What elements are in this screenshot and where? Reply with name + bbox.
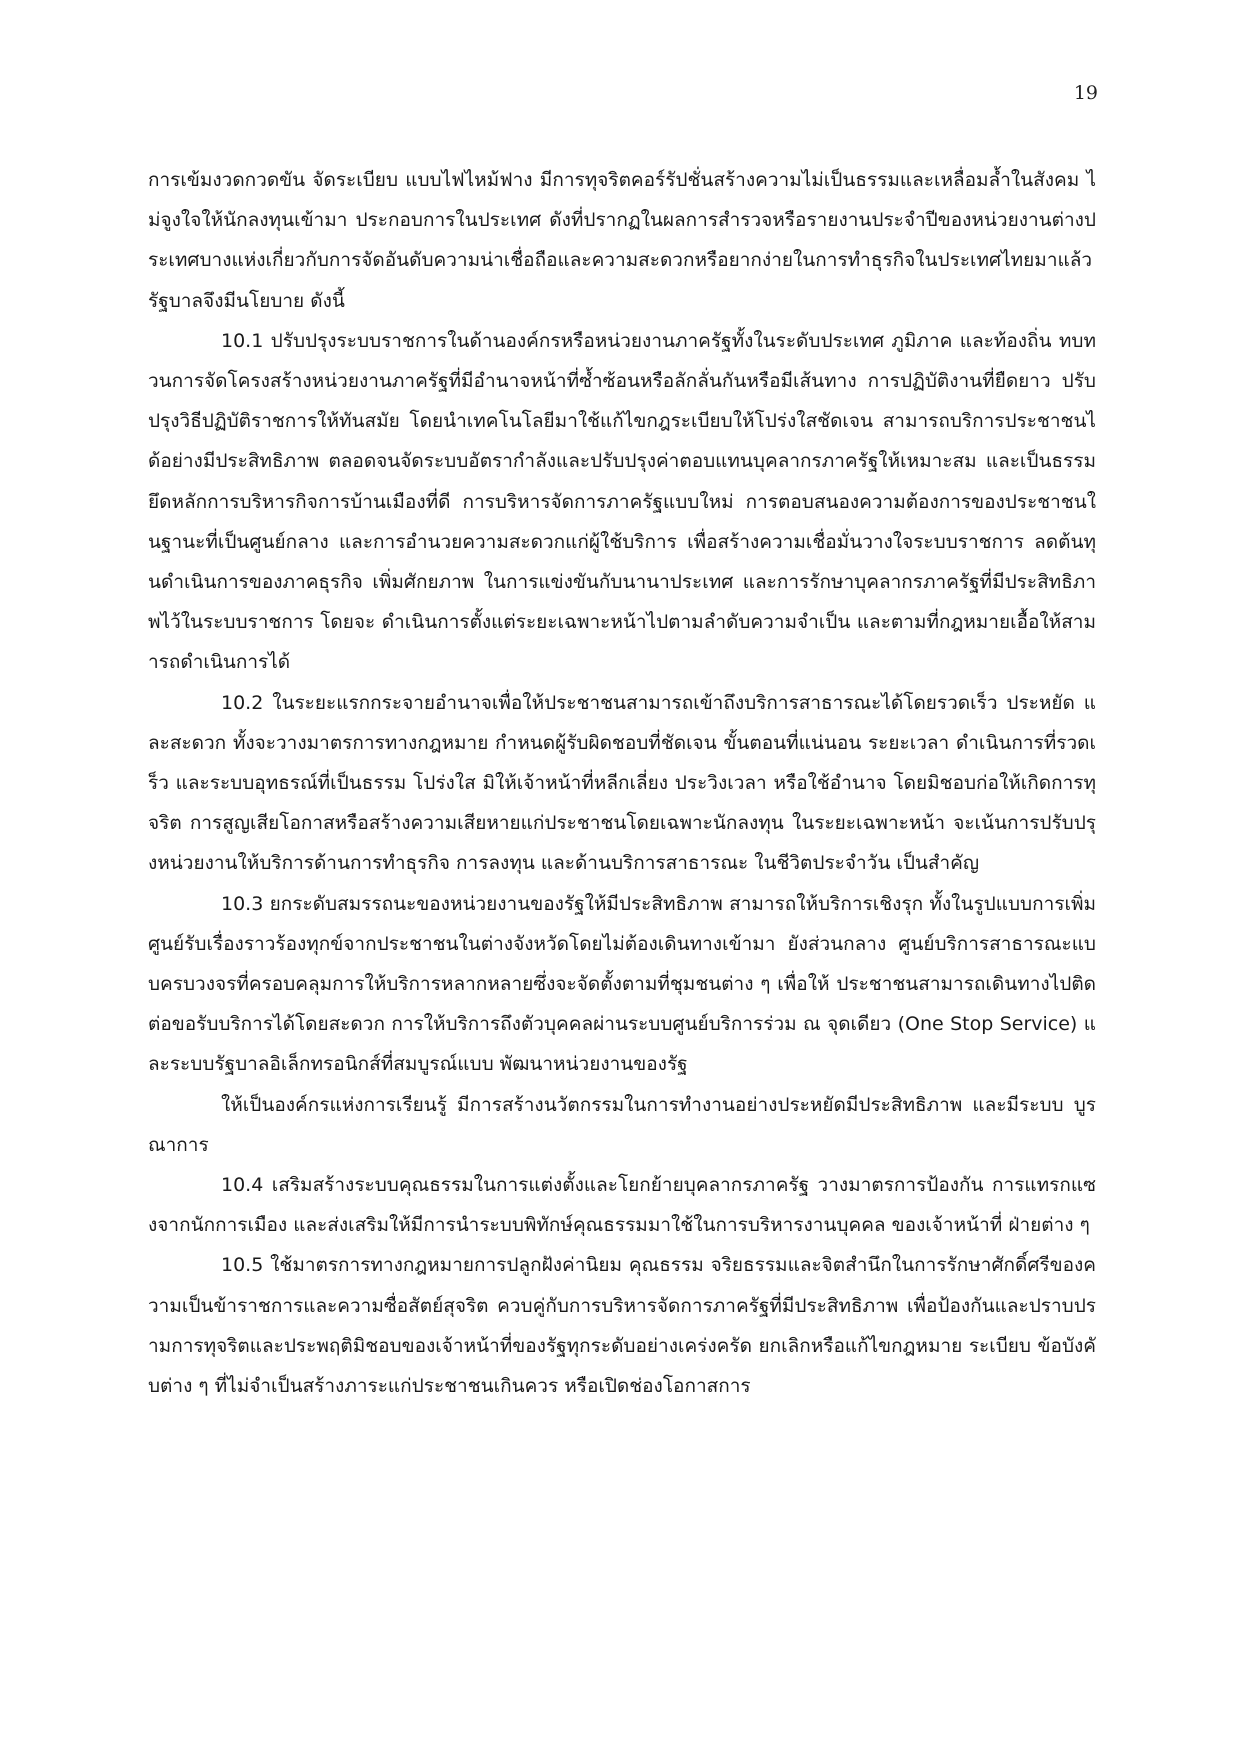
page-number: 19 xyxy=(1073,82,1098,104)
paragraph-10-2: 10.2 ในระยะแรกกระจายอำนาจเพื่อให้ประชาชนสามารถเข้าถึงบริการสาธารณะได้โดยรวดเร็ว ประหยัด และสะดวก ทั้งจะวางมาตรการทางกฎหมาย กำหนดผู้รับผิดชอบที่ชัดเจน ขั้นตอนที่แน่นอน ระยะเวลา ดำเนินการที่รวดเร็ว และระบบอุทธรณ์ที่เป็นธรรม โปร่งใส มิให้เจ้าหน้าที่หลีกเลี่ยง ประวิงเวลา หรือใช้อำนาจ โดยมิชอบก่อให้เกิดการทุจริต การสูญเสียโอกาสหรือสร้างความเสียหายแก่ประชาชนโดยเฉพาะนักลงทุน ในระยะเฉพาะหน้า จะเน้นการปรับปรุงหน่วยงานให้บริการด้านการทำธุรกิจ การลงทุน และด้านบริการสาธารณะ ในชีวิตประจำวัน เป็นสำคัญ xyxy=(148,691,1096,875)
body-text xyxy=(148,160,1096,1406)
paragraph-10-3-continued: ให้เป็นองค์กรแห่งการเรียนรู้ มีการสร้างนวัตกรรมในการทำงานอย่างประหยัดมีประสิทธิภาพ และมีระบบ บูรณาการ xyxy=(148,1093,1096,1156)
paragraph-10-5: 10.5 ใช้มาตรการทางกฎหมายการปลูกฝังค่านิยม คุณธรรม จริยธรรมและจิตสำนึกในการรักษาศักดิ์ศรีของความเป็นข้าราชการและความซื่อสัตย์สุจริต ควบคู่กับการบริหารจัดการภาครัฐที่มีประสิทธิภาพ เพื่อป้องกันและปราบปรามการทุจริตและประพฤติมิชอบของเจ้าหน้าที่ของรัฐทุกระดับอย่างเคร่งครัด ยกเลิกหรือแก้ไขกฎหมาย ระเบียบ ข้อบังคับต่าง ๆ ที่ไม่จำเป็นสร้างภาระแก่ประชาชนเกินควร หรือเปิดช่องโอกาสการ xyxy=(148,1254,1096,1398)
paragraph-intro-continuation: การเข้มงวดกวดขัน จัดระเบียบ แบบไฟไหม้ฟาง มีการทุจริตคอร์รัปชั่นสร้างความไม่เป็นธรรมและเหลื่อมล้ำในสังคม ไม่จูงใจให้นักลงทุนเข้ามา ประกอบการในประเทศ ดังที่ปรากฏในผลการสำรวจหรือรายงานประจำปีของหน่วยงานต่างประเทศบางแห่งเกี่ยวกับการจัดอันดับความน่าเชื่อถือและความสะดวกหรือยากง่ายในการทำธุรกิจในประเทศไทยมาแล้ว รัฐบาลจึงมีนโยบาย ดังนี้ xyxy=(148,169,1096,312)
paragraph-10-3: 10.3 ยกระดับสมรรถนะของหน่วยงานของรัฐให้มีประสิทธิภาพ สามารถให้บริการเชิงรุก ทั้งในรูปแบบการเพิ่มศูนย์รับเรื่องราวร้องทุกข์จากประชาชนในต่างจังหวัดโดยไม่ต้องเดินทางเข้ามา ยังส่วนกลาง ศูนย์บริการสาธารณะแบบครบวงจรที่ครอบคลุมการให้บริการหลากหลายซึ่งจะจัดตั้งตามที่ชุมชนต่าง ๆ เพื่อให้ ประชาชนสามารถเดินทางไปติดต่อขอรับบริการได้โดยสะดวก การให้บริการถึงตัวบุคคลผ่านระบบศูนย์บริการร่วม ณ จุดเดียว (One Stop Service) และระบบรัฐบาลอิเล็กทรอนิกส์ที่สมบูรณ์แบบ พัฒนาหน่วยงานของรัฐ xyxy=(148,892,1096,1076)
paragraph-10-4: 10.4 เสริมสร้างระบบคุณธรรมในการแต่งตั้งและโยกย้ายบุคลากรภาครัฐ วางมาตรการป้องกัน การแทรกแซงจากนักการเมือง และส่งเสริมให้มีการนำระบบพิทักษ์คุณธรรมมาใช้ในการบริหารงานบุคคล ของเจ้าหน้าที่ ฝ่ายต่าง ๆ xyxy=(148,1174,1096,1237)
paragraph-10-1: 10.1 ปรับปรุงระบบราชการในด้านองค์กรหรือหน่วยงานภาครัฐทั้งในระดับประเทศ ภูมิภาค และท้องถิ่น ทบทวนการจัดโครงสร้างหน่วยงานภาครัฐที่มีอำนาจหน้าที่ซ้ำซ้อนหรือลักลั่นกันหรือมีเส้นทาง การปฏิบัติงานที่ยืดยาว ปรับปรุงวิธีปฏิบัติราชการให้ทันสมัย โดยนำเทคโนโลยีมาใช้แก้ไขกฎระเบียบให้โปร่งใสชัดเจน สามารถบริการประชาชนได้อย่างมีประสิทธิภาพ ตลอดจนจัดระบบอัตรากำลังและปรับปรุงค่าตอบแทนบุคลากรภาครัฐให้เหมาะสม และเป็นธรรม ยึดหลักการบริหารกิจการบ้านเมืองที่ดี การบริหารจัดการภาครัฐแบบใหม่ การตอบสนองความต้องการของประชาชนในฐานะที่เป็นศูนย์กลาง และการอำนวยความสะดวกแก่ผู้ใช้บริการ เพื่อสร้างความเชื่อมั่นวางใจระบบราชการ ลดต้นทุนดำเนินการของภาคธุรกิจ เพิ่มศักยภาพ ในการแข่งขันกับนานาประเทศ และการรักษาบุคลากรภาครัฐที่มีประสิทธิภาพไว้ในระบบราชการ โดยจะ ดำเนินการตั้งแต่ระยะเฉพาะหน้าไปตามลำดับความจำเป็น และตามที่กฎหมายเอื้อให้สามารถดำเนินการได้ xyxy=(148,329,1096,674)
